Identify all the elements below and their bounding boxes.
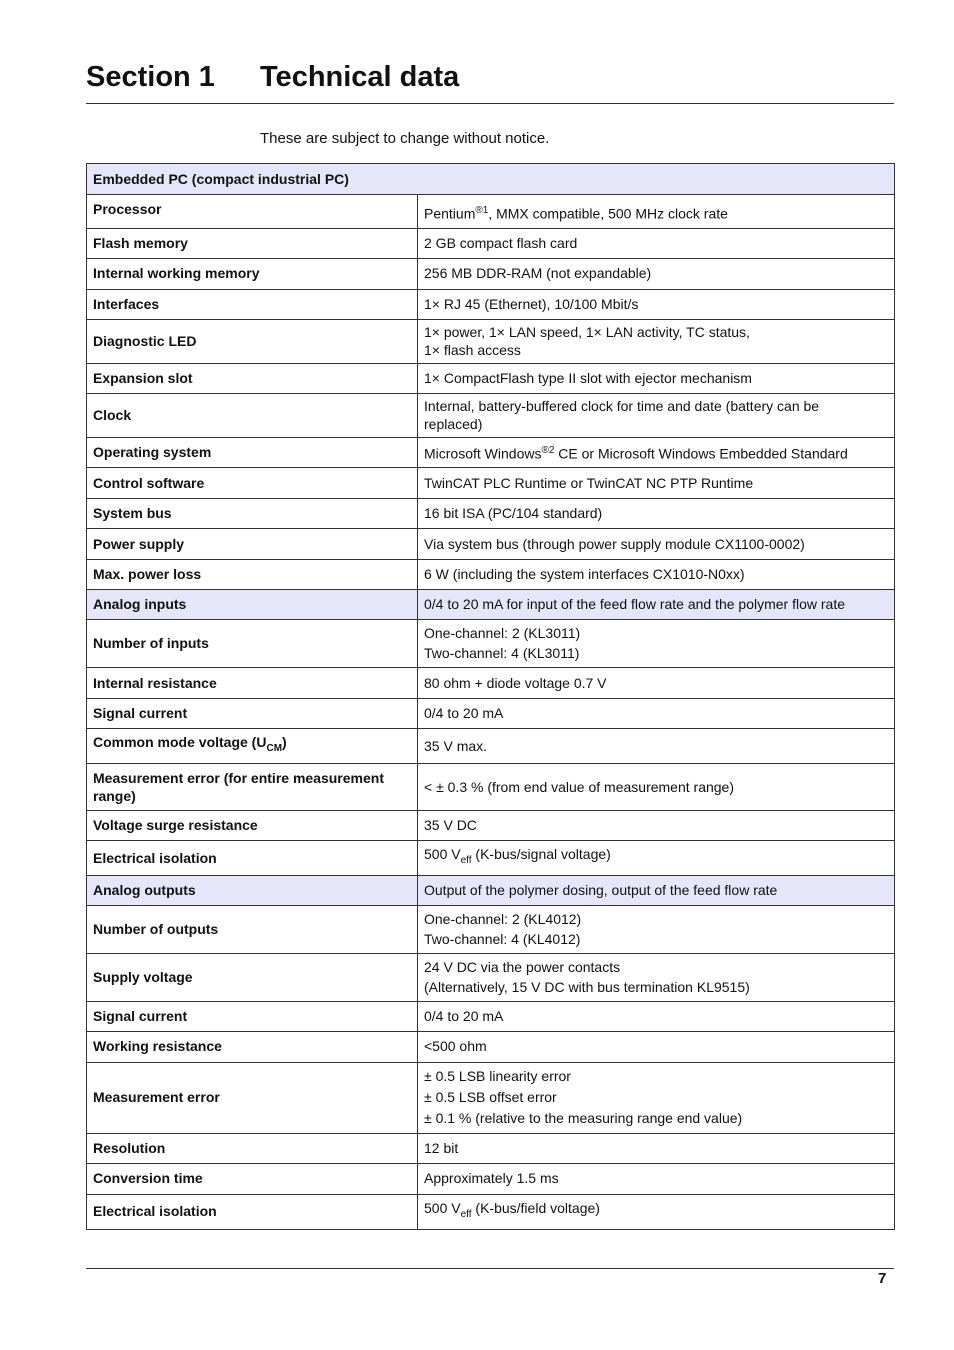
table-row xyxy=(87,1133,895,1163)
row-label: Working resistance xyxy=(87,1031,418,1062)
row-value: Pentium$^{®1}$, MMX compatible, 500 MHz clock rate xyxy=(418,195,895,229)
footer-divider xyxy=(86,1268,894,1269)
row-label: Expansion slot xyxy=(87,363,418,393)
table-row xyxy=(87,499,895,529)
table-row xyxy=(87,437,895,468)
table-row xyxy=(87,764,895,811)
page-number: 7 xyxy=(878,1270,887,1287)
row-label: Processor xyxy=(87,195,418,229)
table-row xyxy=(87,811,895,841)
row-value: Approximately 1.5 ms xyxy=(418,1163,895,1194)
row-value: 1× CompactFlash type II slot with ejector mechanism xyxy=(418,363,895,393)
row-label: Number of inputs xyxy=(87,620,418,668)
table-row xyxy=(87,468,895,499)
intro-text: These are subject to change without notice. xyxy=(260,130,550,147)
table-row xyxy=(87,1163,895,1194)
row-label: Internal working memory xyxy=(87,258,418,289)
row-value: 24 V DC via the power contacts (Alternatively, 15 V DC with bus termination KL9515) xyxy=(418,953,895,1001)
row-label: Operating system xyxy=(87,437,418,468)
row-value: 6 W (including the system interfaces CX1010-N0xx) xyxy=(418,560,895,590)
row-value: 35 V DC xyxy=(418,811,895,841)
row-label: Signal current xyxy=(87,1001,418,1031)
row-value: 16 bit ISA (PC/104 standard) xyxy=(418,499,895,529)
row-label: Power supply xyxy=(87,529,418,560)
row-label: Electrical isolation xyxy=(87,841,418,876)
row-label: Control software xyxy=(87,468,418,499)
table-row xyxy=(87,319,895,363)
row-value: 2 GB compact flash card xyxy=(418,228,895,258)
row-value: 0/4 to 20 mA xyxy=(418,699,895,729)
row-label: Analog inputs xyxy=(87,590,418,620)
row-label: System bus xyxy=(87,499,418,529)
row-label: Analog outputs xyxy=(87,875,418,905)
row-label: Measurement error (for entire measurement range) xyxy=(87,764,418,811)
section-title: Technical data xyxy=(260,61,460,93)
row-value: 256 MB DDR-RAM (not expandable) xyxy=(418,258,895,289)
table-row xyxy=(87,1062,895,1133)
table-row xyxy=(87,905,895,953)
row-value: 1× power, 1× LAN speed, 1× LAN activity, TC status, 1× flash access xyxy=(418,319,895,363)
row-label: Max. power loss xyxy=(87,560,418,590)
row-label: Supply voltage xyxy=(87,953,418,1001)
table-row xyxy=(87,289,895,319)
row-value: Via system bus (through power supply module CX1100-0002) xyxy=(418,529,895,560)
row-label: Clock xyxy=(87,393,418,437)
section-number: Section 1 xyxy=(86,61,215,93)
table-row xyxy=(87,875,895,905)
row-value: TwinCAT PLC Runtime or TwinCAT NC PTP Runtime xyxy=(418,468,895,499)
row-value: One-channel: 2 (KL4012) Two-channel: 4 (KL4012) xyxy=(418,905,895,953)
row-value: 500 $V_{eff}$ (K-bus/signal voltage) xyxy=(418,841,895,876)
table-row xyxy=(87,953,895,1001)
row-value: 80 ohm + diode voltage 0.7 V xyxy=(418,668,895,699)
row-value: ± 0.5 LSB linearity error ± 0.5 LSB offset error ± 0.1 % (relative to the measuring range end value) xyxy=(418,1062,895,1133)
table-row xyxy=(87,699,895,729)
table-row xyxy=(87,1194,895,1229)
table-row xyxy=(87,258,895,289)
table-row xyxy=(87,841,895,876)
row-label: Internal resistance xyxy=(87,668,418,699)
row-label: Common mode voltage $(U_{CM})$ xyxy=(87,729,418,764)
row-value: Output of the polymer dosing, output of the feed flow rate xyxy=(418,875,895,905)
table-row xyxy=(87,164,895,195)
row-value: 500 $V_{eff}$ (K-bus/field voltage) xyxy=(418,1194,895,1229)
technical-data-table xyxy=(86,163,895,1230)
row-label: Conversion time xyxy=(87,1163,418,1194)
row-value: 12 bit xyxy=(418,1133,895,1163)
row-label: Interfaces xyxy=(87,289,418,319)
table-row xyxy=(87,1001,895,1031)
table-row xyxy=(87,529,895,560)
table-row xyxy=(87,729,895,764)
table-row xyxy=(87,195,895,229)
row-label: Resolution xyxy=(87,1133,418,1163)
row-value: 35 V max. xyxy=(418,729,895,764)
row-label: Voltage surge resistance xyxy=(87,811,418,841)
row-label: Measurement error xyxy=(87,1062,418,1133)
table-row xyxy=(87,620,895,668)
table-row xyxy=(87,363,895,393)
row-label: Number of outputs xyxy=(87,905,418,953)
row-value: 0/4 to 20 mA for input of the feed flow rate and the polymer flow rate xyxy=(418,590,895,620)
table-row xyxy=(87,393,895,437)
row-value: 1× RJ 45 (Ethernet), 10/100 Mbit/s xyxy=(418,289,895,319)
row-value: One-channel: 2 (KL3011) Two-channel: 4 (KL3011) xyxy=(418,620,895,668)
row-value: <500 ohm xyxy=(418,1031,895,1062)
table-row xyxy=(87,590,895,620)
row-value: < ± 0.3 % (from end value of measurement range) xyxy=(418,764,895,811)
table-row xyxy=(87,1031,895,1062)
table-row xyxy=(87,560,895,590)
section-header xyxy=(86,58,894,104)
row-value: Internal, battery-buffered clock for time and date (battery can be replaced) xyxy=(418,393,895,437)
row-label: Electrical isolation xyxy=(87,1194,418,1229)
row-value: Microsoft Windows$^{®2}$ CE or Microsoft Windows Embedded Standard xyxy=(418,437,895,468)
table-heading: Embedded PC (compact industrial PC) xyxy=(87,164,895,195)
row-label: Diagnostic LED xyxy=(87,319,418,363)
row-label: Signal current xyxy=(87,699,418,729)
row-label: Flash memory xyxy=(87,228,418,258)
table-row xyxy=(87,668,895,699)
row-value: 0/4 to 20 mA xyxy=(418,1001,895,1031)
table-row xyxy=(87,228,895,258)
